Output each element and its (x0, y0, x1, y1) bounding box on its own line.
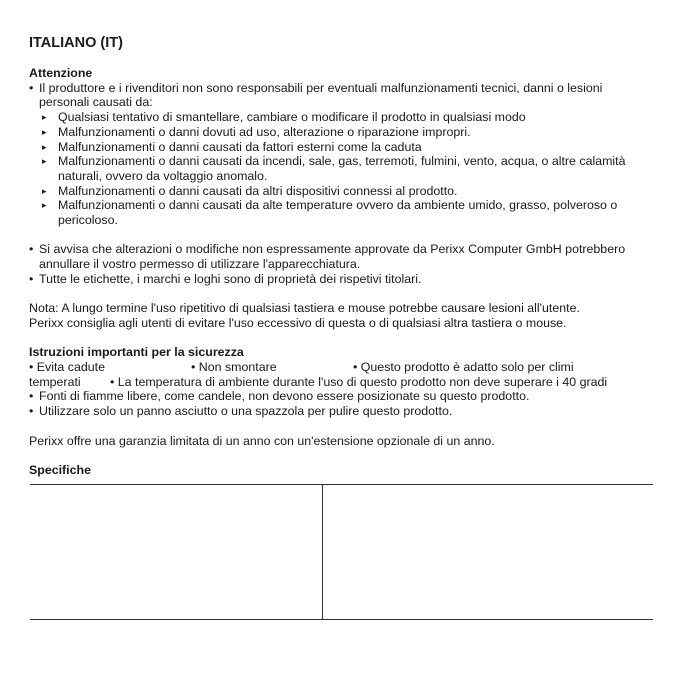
list-item: ▸ Malfunzionamenti o danni causati da fattori esterni come la caduta (29, 140, 653, 155)
attention-list (29, 110, 653, 228)
trademark-notice: • Tutte le etichette, i marchi e loghi sono di proprietà dei rispetivi titolari. (29, 272, 653, 287)
note-line-1: Nota: A lungo termine l'uso ripetitivo di qualsiasi tastiera e mouse potrebbe causare lesioni all'utente. (29, 301, 580, 316)
safety-item-temperature: La temperatura di ambiente durante l'uso di questo prodotto non deve superare i 40 gradi (117, 374, 608, 389)
attention-heading: Attenzione (29, 66, 93, 80)
safety-item-fall: Evita cadute (36, 360, 105, 375)
attention-intro: • Il produttore e i rivenditori non sono responsabili per eventuali malfunzionamenti tecnici, danni o lesioni personali causati da: (29, 81, 653, 110)
safety-item-flames: • Fonti di fiamme libere, come candele, non devono essere posizionate su questo prodotto. (29, 389, 653, 404)
list-item: ▸ Malfunzionamenti o danni dovuti ad uso, alterazione o riparazione impropri. (29, 125, 653, 140)
note-line-2: Perixx consiglia agli utenti di evitare l'uso eccessivo di questa o di qualsiasi altra tastiera o mouse. (29, 315, 567, 330)
safety-item-climate: Questo prodotto è adatto solo per climi (360, 360, 574, 375)
safety-row-1: • Evita cadute • Non smontare • Questo prodotto è adatto solo per climi (29, 360, 574, 375)
safety-item-cleaning: • Utilizzare solo un panno asciutto o una spazzola per pulire questo prodotto. (29, 404, 653, 419)
list-item: ▸ Malfunzionamenti o danni causati da alte temperature ovvero da ambiente umido, grasso, polveroso o pericoloso. (29, 198, 653, 227)
safety-row-2: temperati • La temperatura di ambiente durante l'uso di questo prodotto non deve superare i 40 gradi (29, 374, 608, 389)
safety-item-dismantle: Non smontare (198, 360, 277, 375)
list-item: ▸ Malfunzionamenti o danni causati da altri dispositivi connessi al prodotto. (29, 184, 653, 199)
manual-page (29, 34, 653, 478)
note-block (29, 301, 653, 330)
page-title: ITALIANO (IT) (29, 35, 123, 51)
safety-heading: Istruzioni importanti per la sicurezza (29, 345, 244, 360)
safety-item-climate-cont: temperati (29, 374, 81, 389)
warranty-text: Perixx offre una garanzia limitata di un anno con un'estensione opzionale di un anno. (29, 433, 495, 448)
list-item: ▸ Malfunzionamenti o danni causati da incendi, sale, gas, terremoti, fulmini, vento, acqua, o altre calamità naturali, ovvero da voltaggio anomalo. (29, 154, 653, 183)
modification-notice: • Si avvisa che alterazioni o modifiche non espressamente approvate da Perixx Computer GmbH potrebbero annullare il vostro permesso di utilizzare l'apparecchiatura. (29, 242, 653, 271)
list-item: ▸ Qualsiasi tentativo di smantellare, cambiare o modificare il prodotto in qualsiasi modo (29, 110, 653, 125)
specs-table (30, 484, 653, 620)
specs-table-divider (322, 485, 323, 619)
specs-heading: Specifiche (29, 462, 91, 477)
